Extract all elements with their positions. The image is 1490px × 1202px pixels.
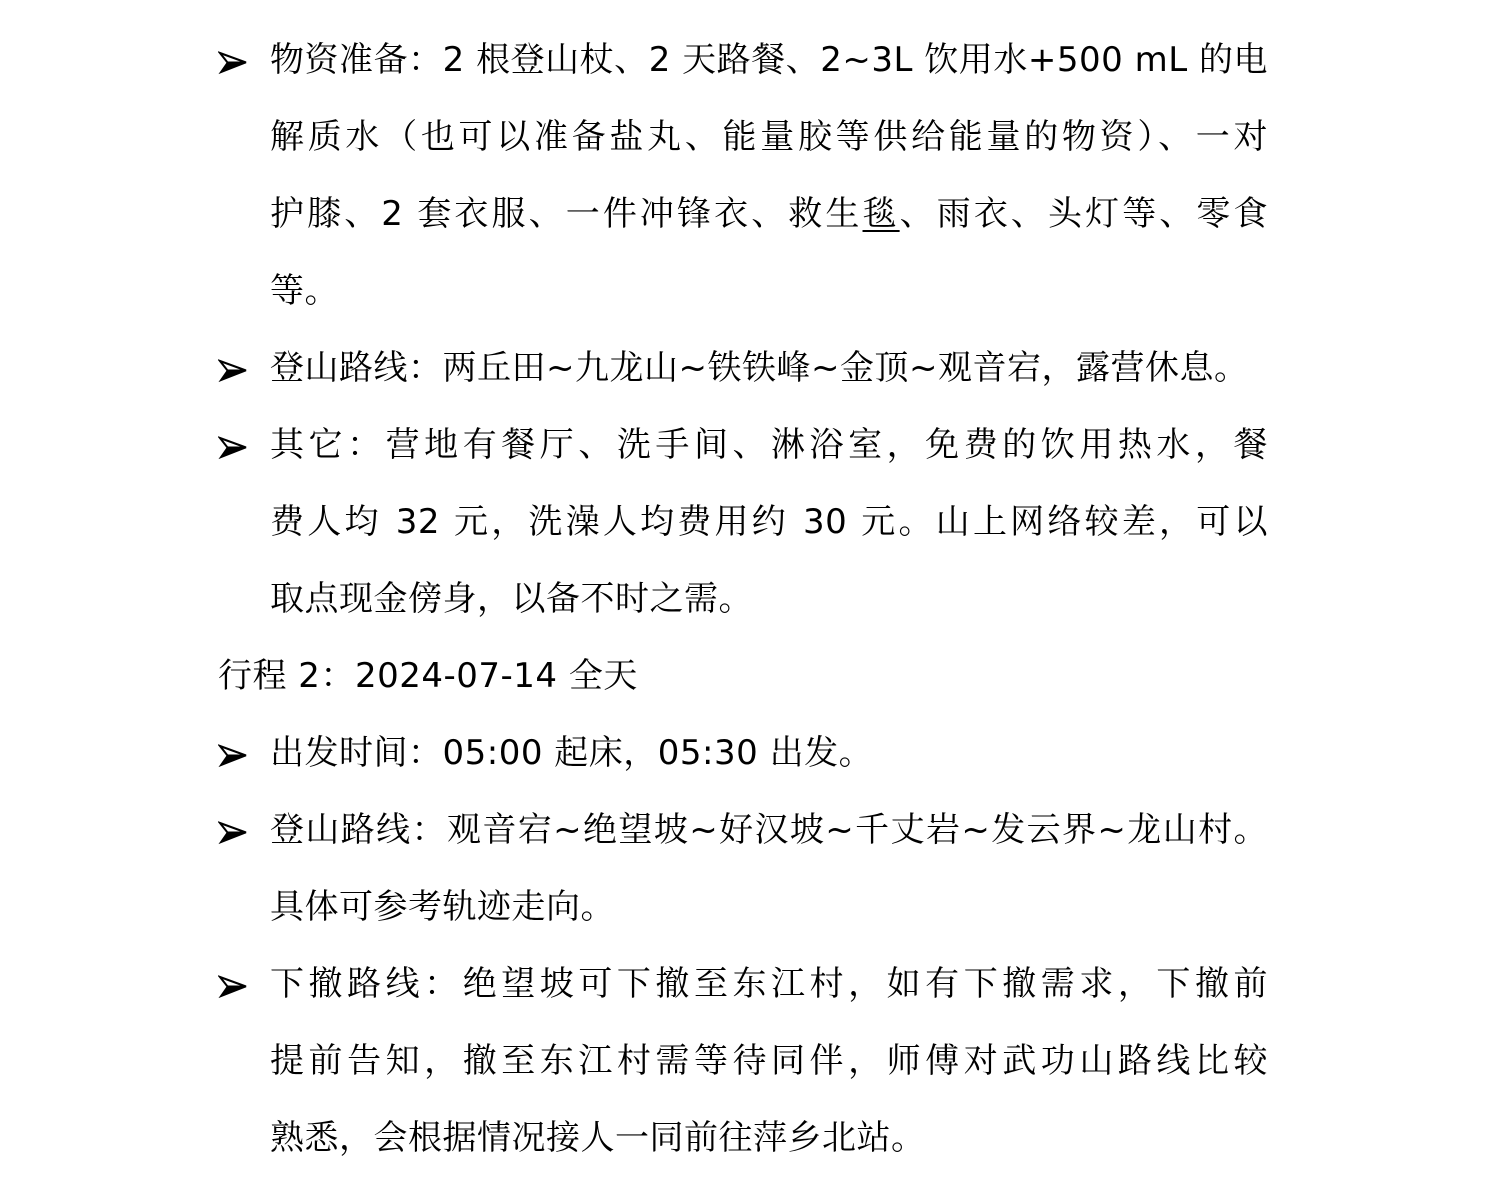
bullet-marker <box>218 22 270 99</box>
paragraph-lines <box>270 407 1268 638</box>
bullet-list-item <box>218 407 1268 638</box>
text-line: 具体可参考轨迹走向。 <box>270 887 615 927</box>
bullet-list-item <box>218 946 1268 1177</box>
text-line: 费人均 32 元，洗澡人均费用约 30 元。山上网络较差，可以 <box>270 502 1268 542</box>
text-line: 提前告知，撤至东江村需等待同伴，师傅对武功山路线比较 <box>270 1041 1268 1081</box>
bullet-list-item <box>218 22 1268 330</box>
text-line <box>270 176 1268 253</box>
text-run: 、雨衣、头灯等、零食 <box>899 194 1268 234</box>
paragraph <box>218 638 1268 715</box>
text-line: 取点现金傍身，以备不时之需。 <box>270 579 753 619</box>
text-line: 其它：营地有餐厅、洗手间、淋浴室，免费的饮用热水，餐 <box>270 425 1268 465</box>
paragraph-lines <box>218 638 1268 715</box>
paragraph-lines <box>270 715 1268 792</box>
bullet-marker <box>218 715 270 792</box>
text-line: 物资准备：2 根登山杖、2 天路餐、2~3L 饮用水+500 mL 的电 <box>270 40 1268 80</box>
text-line: 下撤路线：绝望坡可下撤至东江村，如有下撤需求，下撤前 <box>270 964 1268 1004</box>
three-d-arrowhead-right-icon <box>218 434 248 460</box>
three-d-arrowhead-right-icon <box>218 819 248 845</box>
paragraph-lines <box>270 22 1268 330</box>
bullet-marker <box>218 407 270 484</box>
bullet-list-item <box>218 330 1268 407</box>
text-line: 出发时间：05:00 起床，05:30 出发。 <box>270 733 874 773</box>
text-line: 登山路线：观音宕~绝望坡~好汉坡~千丈岩~发云界~龙山村。 <box>270 810 1268 850</box>
text-line: 熟悉，会根据情况接人一同前往萍乡北站。 <box>270 1118 926 1158</box>
paragraph-lines <box>270 330 1268 407</box>
underlined-text-run: 毯 <box>862 194 900 234</box>
text-line: 解质水（也可以准备盐丸、能量胶等供给能量的物资）、一对 <box>270 117 1268 157</box>
document-body <box>218 22 1268 1177</box>
three-d-arrowhead-right-icon <box>218 357 248 383</box>
text-line: 行程 2：2024-07-14 全天 <box>218 656 638 696</box>
bullet-marker <box>218 792 270 869</box>
three-d-arrowhead-right-icon <box>218 973 248 999</box>
paragraph-lines <box>270 946 1268 1177</box>
text-run: 护膝、2 套衣服、一件冲锋衣、救生 <box>270 194 863 234</box>
three-d-arrowhead-right-icon <box>218 742 248 768</box>
text-line: 登山路线：两丘田~九龙山~铁铁峰~金顶~观音宕，露营休息。 <box>270 348 1249 388</box>
text-line: 等。 <box>270 271 339 311</box>
paragraph-lines <box>270 792 1268 946</box>
bullet-list-item <box>218 715 1268 792</box>
bullet-marker <box>218 946 270 1023</box>
three-d-arrowhead-right-icon <box>218 49 248 75</box>
bullet-list-item <box>218 792 1268 946</box>
bullet-marker <box>218 330 270 407</box>
